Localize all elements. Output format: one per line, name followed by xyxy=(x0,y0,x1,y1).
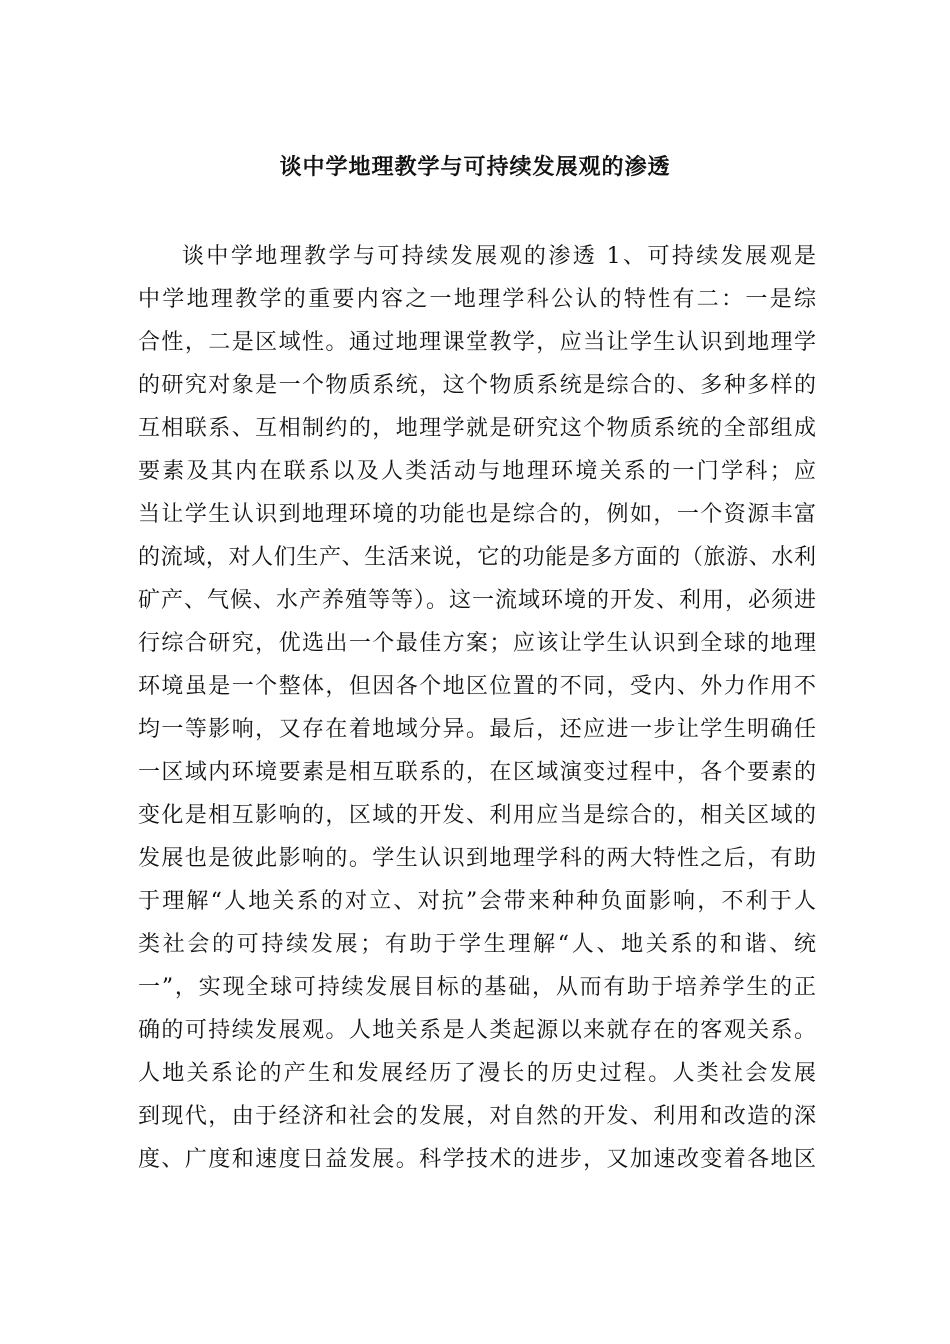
body-line: 环境虽是一个整体，但因各个地区位置的不同，受内、外力作用不 xyxy=(138,674,816,699)
body-line: 于理解“人地关系的对立、对抗”会带来种种负面影响，不利于人 xyxy=(138,889,816,914)
body-line: 到现代，由于经济和社会的发展，对自然的开发、利用和改造的深 xyxy=(138,1104,816,1129)
body-line: 合性，二是区域性。通过地理课堂教学，应当让学生认识到地理学 xyxy=(138,330,816,355)
body-line: 互相联系、互相制约的，地理学就是研究这个物质系统的全部组成 xyxy=(138,416,816,441)
body-line: 的流域，对人们生产、生活来说，它的功能是多方面的（旅游、水利 xyxy=(138,545,816,570)
body-line: 当让学生认识到地理环境的功能也是综合的，例如，一个资源丰富 xyxy=(138,502,816,527)
body-line: 行综合研究，优选出一个最佳方案；应该让学生认识到全球的地理 xyxy=(138,631,816,656)
body-line: 确的可持续发展观。人地关系是人类起源以来就存在的客观关系。 xyxy=(138,1018,816,1043)
body-line: 的研究对象是一个物质系统，这个物质系统是综合的、多种多样的 xyxy=(138,373,816,398)
body-line: 变化是相互影响的，区域的开发、利用应当是综合的，相关区域的 xyxy=(138,803,816,828)
body-line: 一”，实现全球可持续发展目标的基础，从而有助于培养学生的正 xyxy=(138,975,816,1000)
body-line: 类社会的可持续发展；有助于学生理解“人、地关系的和谐、统 xyxy=(138,932,816,957)
body-line: 矿产、气候、水产养殖等等）。这一流域环境的开发、利用，必须进 xyxy=(138,588,816,613)
body-line: 度、广度和速度日益发展。科学技术的进步，又加速改变着各地区 xyxy=(138,1147,816,1172)
body-line: 要素及其内在联系以及人类活动与地理环境关系的一门学科；应 xyxy=(138,459,816,484)
body-line: 中学地理教学的重要内容之一地理学科公认的特性有二：一是综 xyxy=(138,287,816,312)
body-line: 人地关系论的产生和发展经历了漫长的历史过程。人类社会发展 xyxy=(138,1061,816,1086)
body-line: 一区域内环境要素是相互联系的，在区域演变过程中，各个要素的 xyxy=(138,760,816,785)
body-line: 谈中学地理教学与可持续发展观的渗透 1、可持续发展观是 xyxy=(182,244,816,269)
document-body xyxy=(138,235,816,1181)
body-line: 发展也是彼此影响的。学生认识到地理学科的两大特性之后，有助 xyxy=(138,846,816,871)
body-line: 均一等影响，又存在着地域分异。最后，还应进一步让学生明确任 xyxy=(138,717,816,742)
document-title: 谈中学地理教学与可持续发展观的渗透 xyxy=(279,155,671,180)
